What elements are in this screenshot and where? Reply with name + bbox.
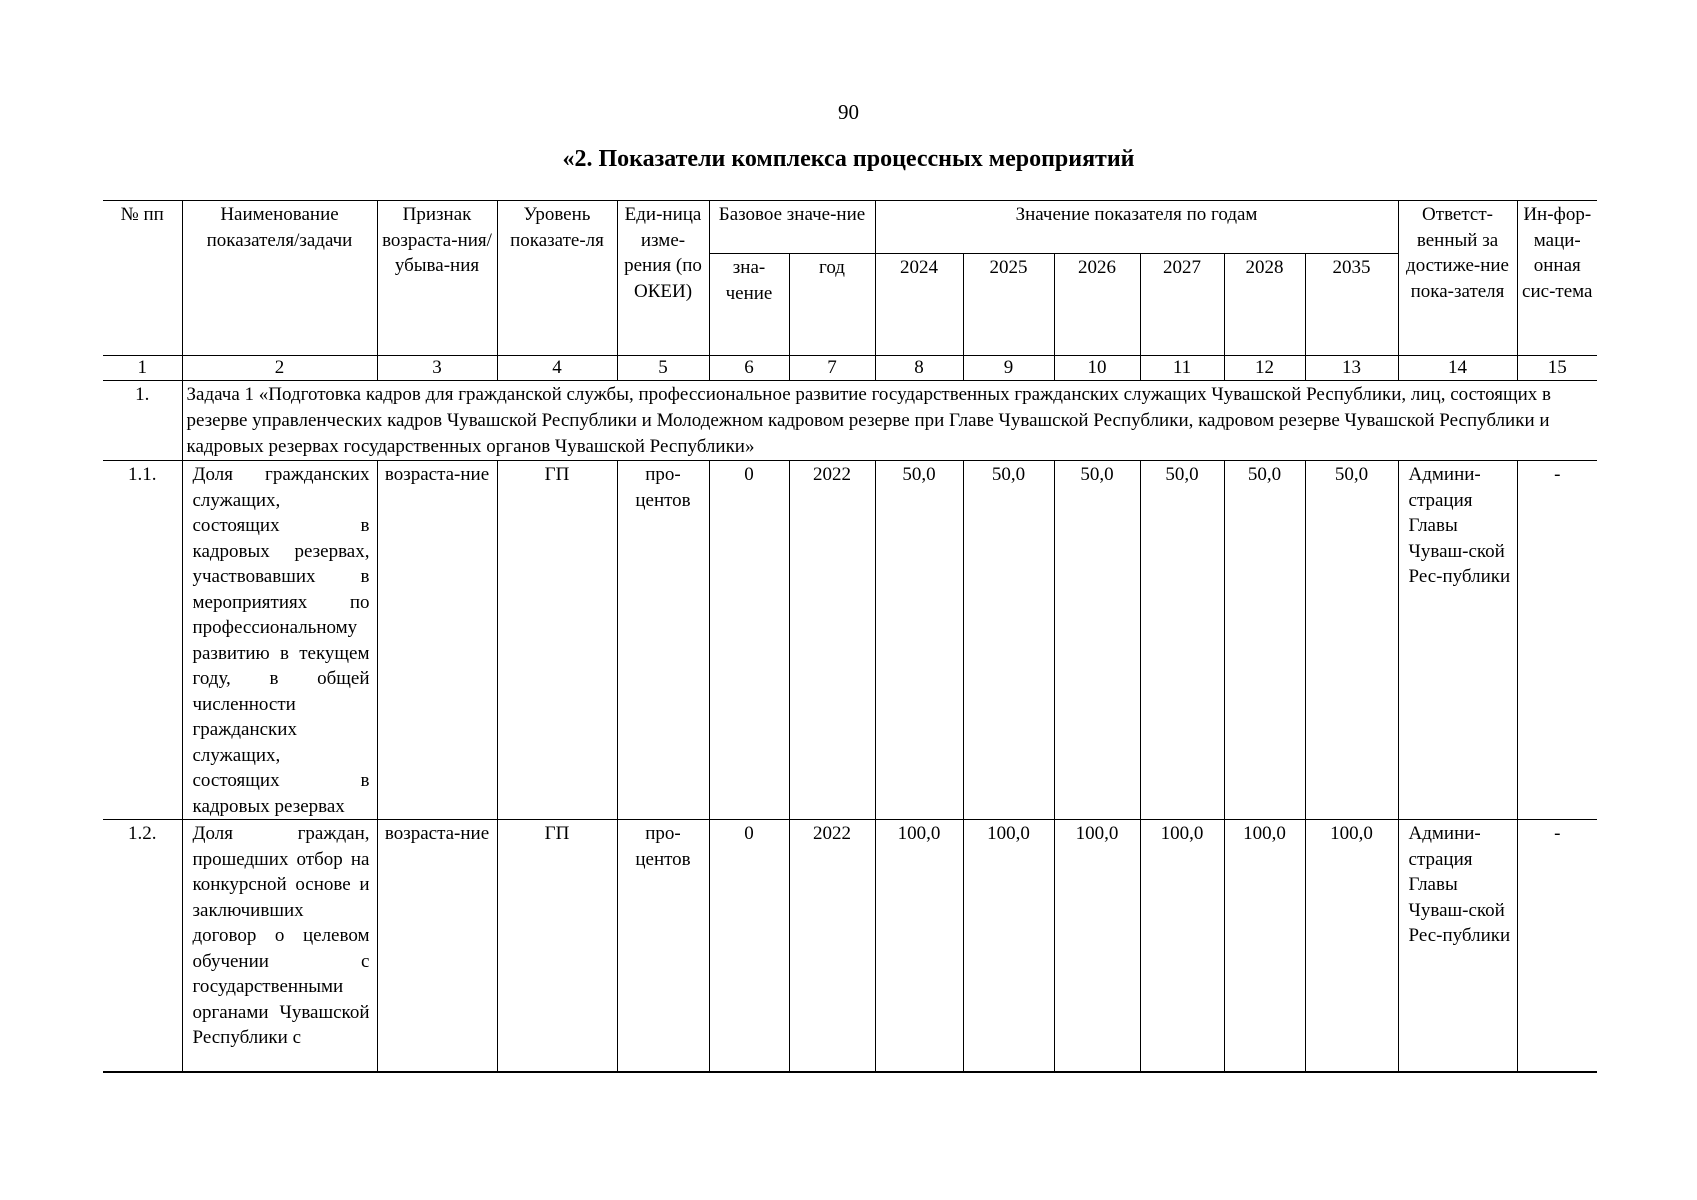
value-2028: 50,0 bbox=[1224, 461, 1305, 820]
header-sign: Признак возраста-ния/убыва-ния bbox=[377, 201, 497, 356]
task-row bbox=[103, 381, 1597, 461]
header-responsible: Ответст-венный за достиже-ние пока-зателя bbox=[1398, 201, 1517, 356]
header-year-2026: 2026 bbox=[1054, 254, 1140, 356]
header-base: Базовое значе-ние bbox=[709, 201, 875, 254]
value-2026: 50,0 bbox=[1054, 461, 1140, 820]
column-number: 8 bbox=[875, 356, 963, 381]
document-title: «2. Показатели комплекса процессных мероприятий bbox=[562, 146, 1135, 172]
responsible: Админи-страция Главы Чуваш-ской Рес-публики bbox=[1398, 820, 1517, 1072]
column-number: 10 bbox=[1054, 356, 1140, 381]
column-number: 14 bbox=[1398, 356, 1517, 381]
column-number: 12 bbox=[1224, 356, 1305, 381]
header-year-2028: 2028 bbox=[1224, 254, 1305, 356]
indicator-unit: про-центов bbox=[617, 820, 709, 1072]
indicator-sign: возраста-ние bbox=[377, 461, 497, 820]
info-system: - bbox=[1517, 461, 1597, 820]
base-value: 0 bbox=[709, 820, 789, 1072]
row-num: 1.1. bbox=[103, 461, 182, 820]
indicator-unit: про-центов bbox=[617, 461, 709, 820]
value-2025: 50,0 bbox=[963, 461, 1054, 820]
header-year-2025: 2025 bbox=[963, 254, 1054, 356]
column-number: 1 bbox=[103, 356, 182, 381]
column-numbers-row bbox=[103, 356, 1597, 381]
column-number: 13 bbox=[1305, 356, 1398, 381]
value-2028: 100,0 bbox=[1224, 820, 1305, 1072]
base-value: 0 bbox=[709, 461, 789, 820]
row-num: 1.2. bbox=[103, 820, 182, 1072]
header-base-year: год bbox=[789, 254, 875, 356]
value-2027: 50,0 bbox=[1140, 461, 1224, 820]
value-2027: 100,0 bbox=[1140, 820, 1224, 1072]
table-row bbox=[103, 461, 1597, 820]
responsible: Админи-страция Главы Чуваш-ской Рес-публики bbox=[1398, 461, 1517, 820]
value-2026: 100,0 bbox=[1054, 820, 1140, 1072]
value-2025: 100,0 bbox=[963, 820, 1054, 1072]
base-year: 2022 bbox=[789, 820, 875, 1072]
value-2035: 50,0 bbox=[1305, 461, 1398, 820]
header-years-group: Значение показателя по годам bbox=[875, 201, 1398, 254]
header-level: Уровень показате-ля bbox=[497, 201, 617, 356]
indicator-sign: возраста-ние bbox=[377, 820, 497, 1072]
header-base-value: зна-чение bbox=[709, 254, 789, 356]
value-2024: 100,0 bbox=[875, 820, 963, 1072]
header-row-1 bbox=[103, 201, 1597, 254]
indicator-name: Доля граждан, прошедших отбор на конкурсной основе и заключивших договор о целевом обучении с государственными органами Чувашской Республики с bbox=[182, 820, 377, 1072]
column-number: 15 bbox=[1517, 356, 1597, 381]
indicators-table bbox=[103, 200, 1597, 1073]
column-number: 3 bbox=[377, 356, 497, 381]
column-number: 5 bbox=[617, 356, 709, 381]
column-number: 6 bbox=[709, 356, 789, 381]
header-info-system: Ин-фор-маци-онная сис-тема bbox=[1517, 201, 1597, 356]
info-system: - bbox=[1517, 820, 1597, 1072]
header-year-2024: 2024 bbox=[875, 254, 963, 356]
value-2035: 100,0 bbox=[1305, 820, 1398, 1072]
indicator-level: ГП bbox=[497, 461, 617, 820]
column-number: 9 bbox=[963, 356, 1054, 381]
header-year-2035: 2035 bbox=[1305, 254, 1398, 356]
indicator-level: ГП bbox=[497, 820, 617, 1072]
column-number: 4 bbox=[497, 356, 617, 381]
indicator-name: Доля гражданских служащих, состоящих в кадровых резервах, участвовавших в мероприятиях по профессиональному развитию в текущем году, в общей численности гражданских служащих, состоящих в кадровых резервах bbox=[182, 461, 377, 820]
task-text: Задача 1 «Подготовка кадров для гражданской службы, профессиональное развитие государственных гражданских служащих Чувашской Республики, лиц, состоящих в резерве управленческих кадров Чувашской Республики и Молодежном кадровом резерве при Главе Чувашской Республики, кадровом резерве Чувашской Республики и кадровых резервах государственных органов Чувашской Республики» bbox=[182, 381, 1597, 461]
value-2024: 50,0 bbox=[875, 461, 963, 820]
table-row bbox=[103, 820, 1597, 1072]
base-year: 2022 bbox=[789, 461, 875, 820]
column-number: 2 bbox=[182, 356, 377, 381]
header-year-2027: 2027 bbox=[1140, 254, 1224, 356]
page-number: 90 bbox=[838, 100, 859, 124]
column-number: 7 bbox=[789, 356, 875, 381]
header-num: № пп bbox=[103, 201, 182, 356]
task-num: 1. bbox=[103, 381, 182, 461]
header-name: Наименование показателя/задачи bbox=[182, 201, 377, 356]
column-number: 11 bbox=[1140, 356, 1224, 381]
header-unit: Еди-ница изме-рения (по ОКЕИ) bbox=[617, 201, 709, 356]
